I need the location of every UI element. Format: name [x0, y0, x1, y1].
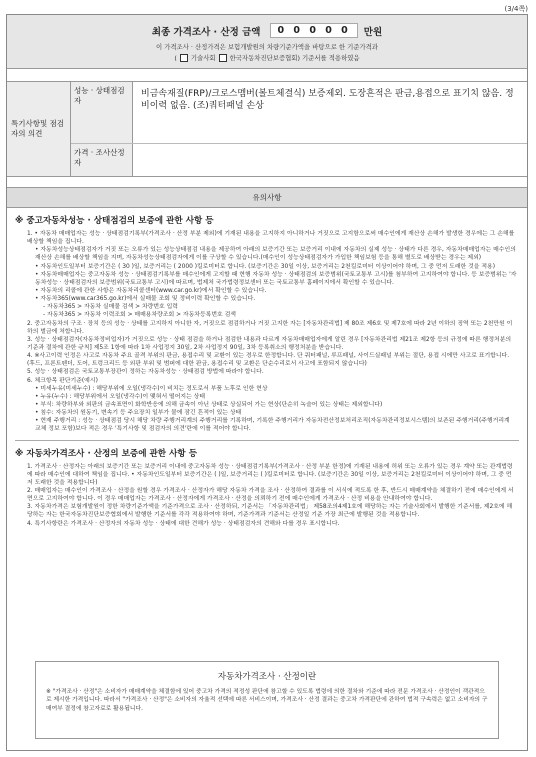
option-technician-society: 기술사회 — [190, 54, 216, 62]
price-amount — [270, 23, 382, 38]
section1-list — [7, 230, 527, 434]
checkbox-technician-society[interactable] — [180, 54, 188, 62]
list-item: 1. 가격조사 · 산정자는 아래의 보증기간 또는 보증거리 이내에 중고자동차 성능 · 상태점검기록부(가격조사 · 산정 부분 한정)에 기재된 내용에 허위 또는 오류가 있는 경우 계약 또는 관계법령에 따라 매수인에 대하여 책임을 집니다. • 자동차인도일부터 보증기간은 ( )일, 보증거리는 ( )킬로미터로 합니다. (보증기간은 30일 이상, 보증거리는 2천킬로미터 이상이어야 하며, 그 중 먼저 도래한 것을 적용합니다) — [27, 463, 513, 486]
list-item: 2. 매매업자는 매수인이 가격조사 · 산정을 원할 경우 가격조사 · 산정자가 해당 자동차 가격을 조사 · 산정하여 결과를 이 서식에 적도록 한 후, 반드시 매매계약을 체결하기 전에 매수인에게 서면으로 고지하여야 합니다. 이 경우 매매업자는 가격조사 · 산정자에게 가격조사 · 산정을 의뢰하기 전에 매수인에게 가격조사 · 산정 비용을 안내하여야 합니다. — [27, 487, 514, 503]
checkbox-diagnosis-association[interactable] — [219, 54, 227, 62]
inspector-label: 성능 · 상태점검자 — [71, 82, 133, 143]
definition-title: 자동차가격조사 · 산정이란 — [217, 672, 317, 682]
section2-title: ※ 자동차가격조사 · 산정의 보증에 관한 사항 등 — [15, 448, 197, 459]
list-item: • 미세누유(미세누수) : 해당부위에 오일(냉각수)이 비치는 정도로서 부품 노후로 인한 현상 — [35, 385, 268, 392]
price-standard-options — [7, 53, 527, 62]
opinion-rows — [71, 82, 527, 176]
list-item: 3. 자동차가격은 보험개발원이 정한 차량기준가액을 기준가격으로 조사 · 산정하되, 기준서는 「자동차관리법」 제58조의4제1호에 해당하는 자는 기술사회에서 발행한 기준서를, 제2호에 해당하는 자는 한국자동차진단보증협회에서 발행한 기준서를 각각 적용하여야 하며, 기준가격과 기준서는 산정일 기준 가장 최근에 발행된 것을 적용합니다. — [27, 504, 513, 519]
price-line — [7, 23, 527, 38]
price-note: 이 가격조사 · 산정가격은 보험개발원의 차량기준가액을 바탕으로 한 기준가격과 — [155, 43, 378, 51]
inspector-opinion-text[interactable]: 비금속재질(FRP)/크로스멤버(볼트체결식) 보증제외. 도장흔적은 판금,용접으로 표기치 않음. 정비이력 없음. (조)쿼터패널 손상 — [141, 89, 514, 112]
list-item: - 자동차365 > 자동차 실매물 검색 > 차량번호 입력 — [43, 304, 178, 311]
price-assessor-opinion-text[interactable] — [133, 144, 527, 176]
list-item: • 자동차365(www.car365.go.kr)에서 실매물 조회 및 정비이력 확인할 수 있습니다. — [35, 296, 256, 303]
price-assessor-label: 가격 · 조사산정자 — [71, 144, 133, 176]
price-assessment-definition-box — [35, 661, 499, 739]
option-diagnosis-association: 한국자동차진단보증협회) 기준서를 적용하였음 — [229, 54, 360, 62]
list-item: • 자동차인도일부터 보증기간은 ( 30 )일, 보증거리는 ( 2000 )킬로미터로 합니다. (보증기간은 30일 이상, 보증거리는 2천킬로미터 이상이어야 하며, 그 중 먼저 도래한 것을 적용) — [35, 263, 496, 270]
price-amount-unit: 만원 — [363, 26, 383, 38]
section1-title: ※ 중고자동차성능 · 상태점검의 보증에 관한 사항 등 — [15, 216, 214, 226]
list-item: • 부식: 차량하부와 외판의 금속표면이 화학반응에 의해 금속이 아닌 상태로 상실되어 가는 현상(단순히 녹슬어 있는 상태는 제외합니다) — [35, 401, 383, 408]
price-amount-digits[interactable]: 0 0 0 0 0 — [270, 23, 357, 38]
price-assessor-opinion-row — [71, 144, 527, 176]
list-item: 2. 중고자동차의 구조 · 장치 등의 성능 · 상태를 고지하지 아니한 자, 거짓으로 점검하거나 거짓 고지한 자는 [자동차관리법] 제 80조 제6호 및 제7호에 따라 2년 이하의 징역 또는 2천만원 이하의 벌금에 처합니다. — [27, 320, 513, 335]
list-item: • 현재 주행거리 : 성능 · 상태점검 당시 해당 차량 주행거리계의 주행거리를 기록하며, 기록한 주행거리가 자동차전산정보처리조직(자동차관리정보시스템)의 보존된 주행거리(주행거리계 교체 정보 포함)보다 적은 경우 '특기사항 및 점검자의 의견'란에 이를 적어야 합니다. — [35, 418, 510, 433]
list-item: • 자동차의 리콜에 관한 사항은 자동차리콜센터(www.car.go.kr)에서 확인할 수 있습니다. — [35, 287, 267, 294]
notice-title: 유의사항 — [7, 187, 527, 208]
opinion-section — [7, 81, 527, 177]
list-item: 5. 성능 · 상태점검은 국토교통부장관이 정하는 자동차성능 · 상태점검 방법에 따라야 합니다. — [27, 369, 264, 376]
definition-text: ※ "가격조사 · 산정"은 소비자가 매매계약을 체결함에 있어 중고차 가격의 적정성 판단에 참고할 수 있도록 법령에 의한 절차와 기준에 따라 전문 가격조사 · 산정인이 객관적으로 제시한 가격입니다. 따라서 "가격조사 · 산정"은 소비자의 자율적 선택에 따른 서비스이며, 가격조사 · 산정 결과는 중고차 가격판단에 관하여 법적 구속력은 없고 소비자의 구매여부 결정에 참고자료로 활용됩니다. — [46, 689, 488, 712]
list-item: • 자동차매매업자는 중고자동차 성능 · 상태점검기록부를 매수인에게 고지할 때 현행 자동차 성능 · 상태점검의 보증범위(국토교통부 고시)를 첨부하여 고지하여야 합니다. 등 보증범위는 '자동차성능 · 상태점검자의 보증범위(국토교통부 고시)에 따르며, 법제처 국가법령정보센터 또는 국토교통부 홈페이지에서 확인할 수 있습니다. — [35, 271, 517, 286]
list-item: • 누유(누수) : 해당부위에서 오일(냉각수)이 맺혀서 떨어지는 상태 — [35, 393, 206, 400]
list-item: 1. • 자동차 매매업자는 성능 · 상태점검기록부(가격조사 · 산정 부분 제외)에 기재된 내용을 고지하지 아니하거나 거짓으로 고지함으로써 매수인에게 재산상 손해가 발생한 경우에는 그 손해를 배상할 책임을 집니다. — [27, 231, 515, 246]
opinion-section-label: 특기사항및 점검자의 의견 — [7, 82, 71, 176]
list-item: 4. 특기사항란은 가격조사 · 산정자의 자동차 성능 · 상태에 대한 견해가 성능 · 상태점검자의 견해와 다를 경우 표시합니다. — [27, 520, 340, 527]
list-item: • 침수: 자동차의 원동기, 변속기 등 주요장치 일부가 물에 잠긴 흔적이 있는 상태 — [35, 410, 242, 417]
section-divider — [15, 440, 519, 441]
list-item: 6. 체크항목 판단기준(예시) — [27, 377, 98, 384]
inspector-opinion-row — [71, 82, 527, 144]
page-number: (3/4쪽) — [504, 5, 528, 13]
list-item: 3. 성능 · 상태점검자(자동차정비업자)가 거짓으로 성능 · 상태 점검을 하거나 점검한 내용과 다르게 자동차매매업자에게 알린 경우 [자동차관리법 제21조 제2항 등의 규정에 따른 행정처분의 기준과 절차에 관한 규칙] 제5조 1항에 따라 1차 사업정지 30일, 2차 사업정지 90일, 3차 등록취소의 행정처분을 받습니다. — [27, 336, 512, 351]
price-title: 최종 가격조사 · 산정 금액 — [151, 26, 261, 38]
final-price-section — [7, 15, 527, 69]
list-item: - 자동차365 > 자동차 이력조회 > 매매용차량조회 > 자동차등록번호 검색 — [43, 312, 236, 319]
section2-list — [7, 463, 527, 528]
list-item: • 자동차성능상태점검자가 거짓 또는 오류가 있는 성능상태점검 내용을 제공하여 아래의 보증기간 또는 보증거리 이내에 자동차의 실제 성능 · 상태가 다른 경우, 자동차매매업자는 매수인의 재산상 손해를 배상할 책임을 지며, 자동차성능상태점검자에게 이를 구상할 수 있습니다.(매수인이 성능상태점검자가 가입한 책임보험 등을 통해 별도로 배상받는 경우는 제외) — [35, 247, 516, 262]
document-sheet — [6, 14, 528, 751]
list-item: 4. ※사고이력 인정은 사고로 자동차 주요 골격 부위의 판금, 용접수리 및 교환이 있는 경우로 한정합니다. 단 쿼터패널, 루프패널, 사이드실패널 부위는 절단, 용접 시에만 사고로 표기합니다. (후드, 프론트펜더, 도어, 트렁크리드 등 외판 부위 및 범퍼에 대한 판금, 용접수리 및 교환은 단순수리로서 사고에 포함되지 않습니다) — [27, 353, 510, 368]
paren-open: ( — [174, 53, 177, 62]
